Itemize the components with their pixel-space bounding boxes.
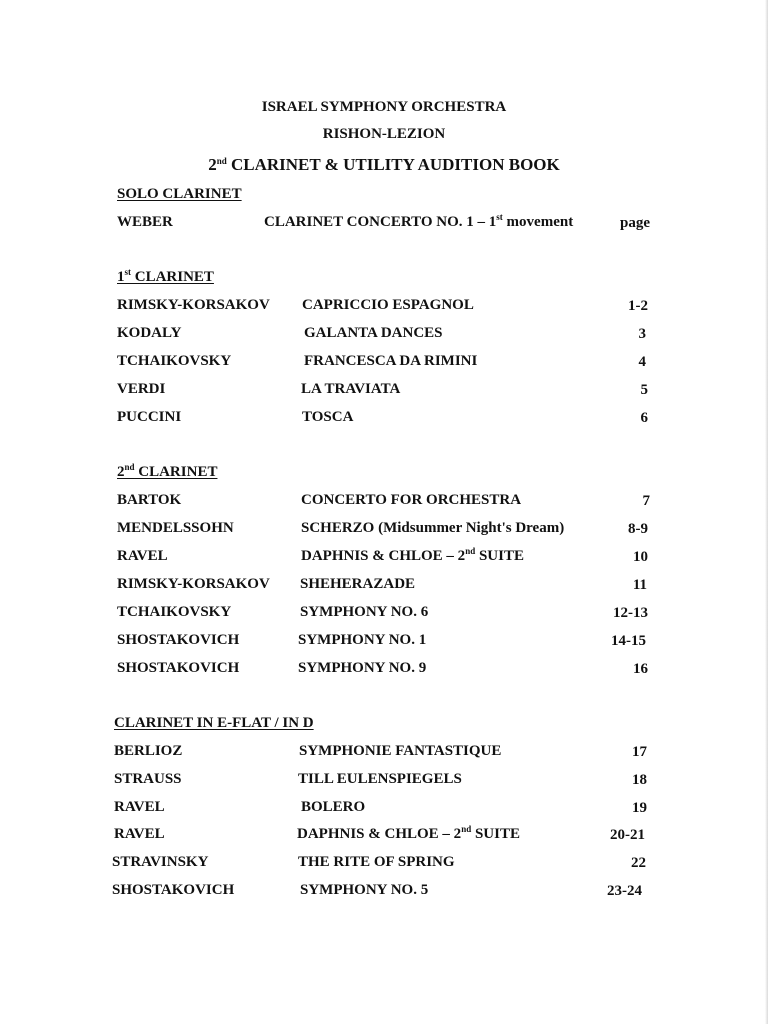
section-heading-eflat: CLARINET IN E-FLAT / IN D — [114, 715, 314, 731]
work-title-superscript: nd — [461, 824, 472, 834]
work-title: CONCERTO FOR ORCHESTRA — [301, 492, 522, 508]
page-number: 19 — [632, 800, 647, 816]
work-title-suffix: SUITE — [475, 548, 524, 564]
section-heading-first — [117, 267, 214, 285]
orchestra-name: ISRAEL SYMPHONY ORCHESTRA — [261, 99, 507, 115]
solo-work-suffix: movement — [502, 214, 574, 230]
work-title: SYMPHONY NO. 9 — [298, 660, 427, 676]
work-title-superscript: nd — [465, 546, 476, 556]
work-title: BOLERO — [301, 799, 366, 815]
work-title: SYMPHONY NO. 1 — [298, 632, 427, 648]
composer: RIMSKY-KORSAKOV — [117, 576, 270, 592]
work-title: SCHERZO (Midsummer Night's Dream) — [301, 520, 565, 536]
section-heading-solo: SOLO CLARINET — [117, 186, 242, 202]
page-column-label: page — [620, 215, 650, 231]
work-title: SYMPHONIE FANTASTIQUE — [299, 743, 502, 759]
heading-text: CLARINET — [134, 464, 218, 480]
composer: SHOSTAKOVICH — [117, 632, 240, 648]
page-number: 12-13 — [613, 605, 648, 621]
page-number: 20-21 — [610, 827, 645, 843]
composer: BARTOK — [117, 492, 182, 508]
composer: RIMSKY-KORSAKOV — [117, 297, 270, 313]
page-number: 7 — [642, 493, 650, 509]
solo-work-superscript: st — [496, 212, 503, 222]
work-title-text: DAPHNIS & CHLOE – 2 — [301, 548, 466, 564]
work-title — [301, 546, 524, 564]
solo-composer: WEBER — [117, 214, 173, 230]
work-title: TOSCA — [302, 409, 354, 425]
composer: SHOSTAKOVICH — [117, 660, 240, 676]
heading-superscript: nd — [124, 462, 135, 472]
page-number: 17 — [632, 744, 647, 760]
work-title: SYMPHONY NO. 5 — [300, 882, 429, 898]
page-number: 23-24 — [607, 883, 642, 899]
orchestra-city: RISHON-LEZION — [322, 126, 446, 142]
composer: PUCCINI — [117, 409, 182, 425]
document-title — [0, 156, 768, 173]
heading-number: 2 — [117, 464, 125, 480]
page-number: 8-9 — [628, 521, 648, 537]
heading-superscript: st — [124, 267, 131, 277]
work-title — [297, 824, 520, 842]
composer: VERDI — [117, 381, 166, 397]
solo-work — [264, 212, 574, 230]
work-title: LA TRAVIATA — [301, 381, 401, 397]
composer: TCHAIKOVSKY — [117, 353, 232, 369]
composer: TCHAIKOVSKY — [117, 604, 232, 620]
heading-text: CLARINET — [131, 269, 214, 285]
page-number: 22 — [631, 855, 646, 871]
page-number: 16 — [633, 661, 648, 677]
title-number: 2 — [208, 155, 217, 174]
page-number: 18 — [632, 772, 647, 788]
composer: RAVEL — [114, 826, 165, 842]
page-number: 1-2 — [628, 298, 648, 314]
composer: BERLIOZ — [114, 743, 183, 759]
page-number: 10 — [633, 549, 648, 565]
composer: STRAUSS — [114, 771, 182, 787]
work-title-text: DAPHNIS & CHLOE – 2 — [297, 826, 462, 842]
work-title: THE RITE OF SPRING — [298, 854, 455, 870]
composer: RAVEL — [114, 799, 165, 815]
work-title-suffix: SUITE — [471, 826, 520, 842]
page-number: 11 — [632, 577, 647, 593]
page-number: 3 — [638, 326, 646, 342]
work-title: SHEHERAZADE — [300, 576, 416, 592]
composer: KODALY — [117, 325, 182, 341]
title-superscript: nd — [216, 156, 227, 166]
work-title: SYMPHONY NO. 6 — [300, 604, 429, 620]
page-number: 6 — [640, 410, 648, 426]
page-number: 4 — [638, 354, 646, 370]
work-title: TILL EULENSPIEGELS — [298, 771, 462, 787]
solo-work-text: CLARINET CONCERTO NO. 1 – 1 — [264, 214, 497, 230]
work-title: FRANCESCA DA RIMINI — [304, 353, 478, 369]
composer: MENDELSSOHN — [117, 520, 234, 536]
page-number: 14-15 — [611, 633, 646, 649]
work-title: GALANTA DANCES — [304, 325, 443, 341]
work-title: CAPRICCIO ESPAGNOL — [302, 297, 474, 313]
page-number: 5 — [640, 382, 648, 398]
composer: STRAVINSKY — [112, 854, 209, 870]
heading-number: 1 — [117, 269, 125, 285]
composer: RAVEL — [117, 548, 168, 564]
title-text: CLARINET & UTILITY AUDITION BOOK — [226, 155, 560, 174]
section-heading-second — [117, 462, 218, 480]
composer: SHOSTAKOVICH — [112, 882, 235, 898]
